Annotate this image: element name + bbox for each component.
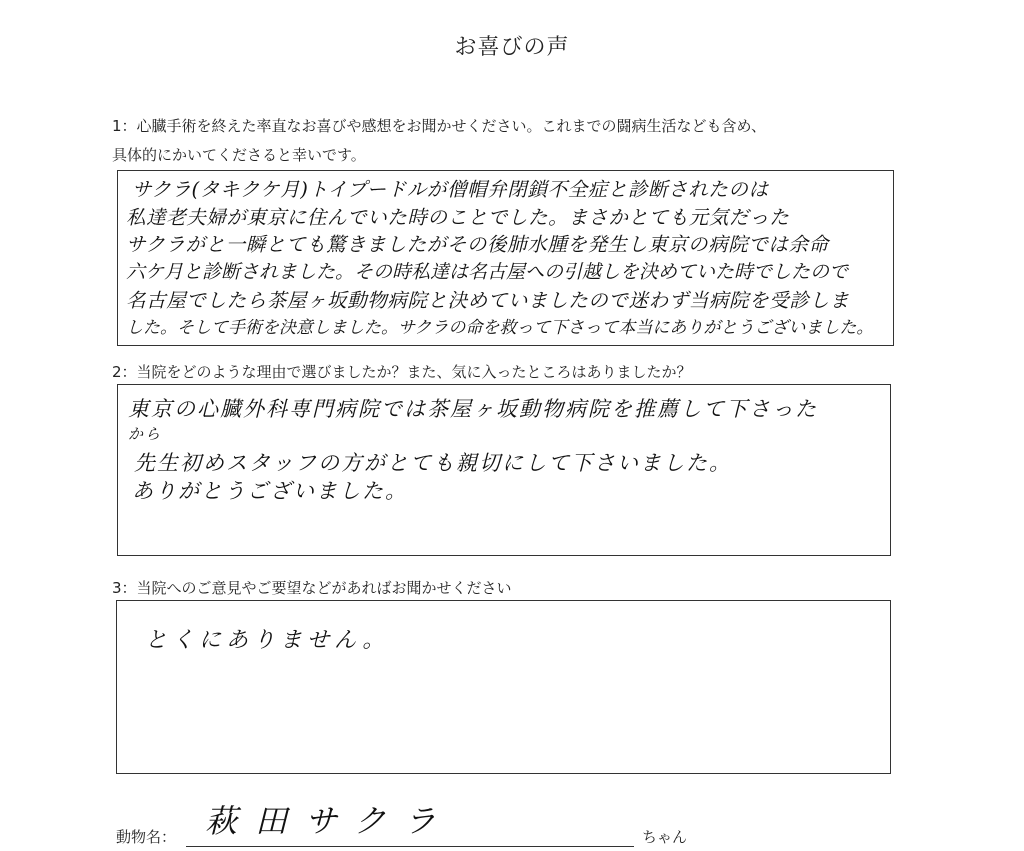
answer-1-line-6: した。そして手術を決意しました。サクラの命を救って下さって本当にありがとうございました。 [126,318,874,338]
answer-box-3 [116,600,891,774]
answer-1-line-2: 私達老夫婦が東京に住んでいた時のことでした。まさかとても元気だった [126,206,790,229]
question-3: 3：当院へのご意見やご要望などがあればお聞かせください [112,579,512,597]
answer-3-line-1: とくにありません。 [145,628,390,653]
answer-2-line-1: 東京の心臓外科専門病院では茶屋ヶ坂動物病院を推薦して下さった [128,397,818,421]
answer-2-line-2: から [128,425,163,443]
answer-2-line-4: ありがとうございました。 [132,479,408,503]
question-1 [112,112,902,170]
answer-2-line-3: 先生初めスタッフの方がとても親切にして下さいました。 [134,451,732,475]
question-1-line-1: 1：心臓手術を終えた率直なお喜びや感想をお聞かせください。これまでの闘病生活なども含め、 [112,117,766,135]
pet-name-label: 動物名： [116,828,177,846]
question-2: 2：当院をどのような理由で選びましたか？また、気に入ったところはありましたか？ [112,363,692,381]
answer-1-line-5: 名古屋でしたら茶屋ヶ坂動物病院と決めていましたので迷わず当病院を受診しま [126,289,850,312]
answer-box-1 [117,170,894,346]
answer-1-line-4: 六ケ月と診断されました。その時私達は名古屋への引越しを決めていた時でしたので [126,261,849,283]
pet-name-value: 萩田サクラ [205,802,454,840]
answer-1-line-1: サクラ(タキクケ月)トイプードルが僧帽弁閉鎖不全症と診断されたのは [132,178,769,201]
question-1-line-2: 具体的にかいてくださると幸いです。 [112,146,366,164]
answer-1-line-3: サクラがと一瞬とても驚きましたがその後肺水腫を発生し東京の病院では余命 [126,233,829,256]
page-title: お喜びの声 [454,35,570,60]
pet-name-suffix: ちゃん [642,828,688,846]
pet-name-underline [186,846,634,847]
answer-box-2 [117,384,891,556]
